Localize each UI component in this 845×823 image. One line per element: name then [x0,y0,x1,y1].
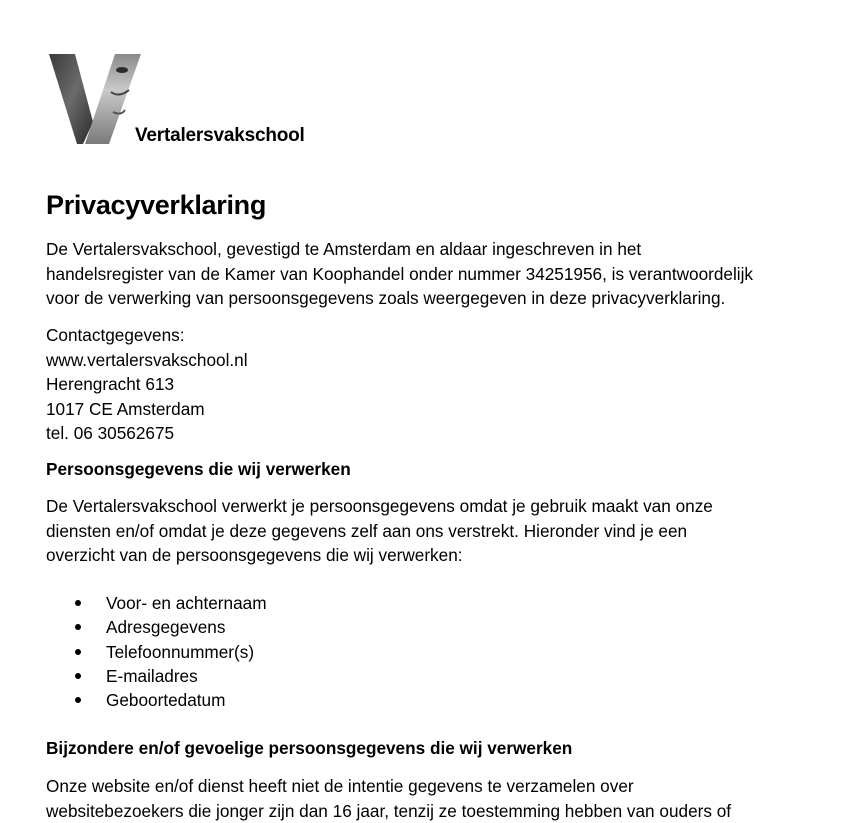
list-item-label: Geboortedatum [106,690,225,710]
list-item [46,688,267,712]
contact-phone: tel. 06 30562675 [46,421,836,446]
list-item [46,664,267,688]
contact-city: 1017 CE Amsterdam [46,397,836,422]
bullet-icon [75,624,81,630]
page-title: Privacyverklaring [46,190,266,221]
section-heading-bijzondere: Bijzondere en/of gevoelige persoonsgegevens die wij verwerken [46,738,572,759]
section2-line: Onze website en/of dienst heeft niet de intentie gegevens te verzamelen over [46,774,836,799]
list-item [46,640,267,664]
list-item [46,615,267,639]
list-item-label: Telefoonnummer(s) [106,642,254,662]
contact-street: Herengracht 613 [46,372,836,397]
intro-line: handelsregister van de Kamer van Koophandel onder nummer 34251956, is verantwoordelijk [46,262,836,287]
brand-name: Vertalersvakschool [135,125,305,147]
intro-line: De Vertalersvakschool, gevestigd te Amsterdam en aldaar ingeschreven in het [46,237,836,262]
list-item [46,591,267,615]
contact-label: Contactgegevens: [46,323,836,348]
intro-line: voor de verwerking van persoonsgegevens zoals weergegeven in deze privacyverklaring. [46,286,836,311]
section2-paragraph [46,774,836,823]
section1-line: diensten en/of omdat je deze gegevens zelf aan ons verstrekt. Hieronder vind je een [46,519,836,544]
bullet-icon [75,697,81,703]
intro-paragraph [46,237,836,311]
v-portrait-logo-icon [49,52,141,146]
contact-website: www.vertalersvakschool.nl [46,348,836,373]
bullet-icon [75,649,81,655]
data-list [46,591,267,712]
section-heading-persoonsgegevens: Persoonsgegevens die wij verwerken [46,459,351,480]
bullet-icon [75,600,81,606]
list-item-label: Adresgegevens [106,617,225,637]
section2-line: websitebezoekers die jonger zijn dan 16 jaar, tenzij ze toestemming hebben van ouders of [46,799,836,823]
bullet-icon [75,673,81,679]
contact-block [46,323,836,446]
brand-logo [49,52,319,148]
section1-paragraph [46,494,836,568]
section1-line: overzicht van de persoonsgegevens die wij verwerken: [46,543,836,568]
list-item-label: E-mailadres [106,666,198,686]
list-item-label: Voor- en achternaam [106,593,267,613]
section1-line: De Vertalersvakschool verwerkt je persoonsgegevens omdat je gebruik maakt van onze [46,494,836,519]
